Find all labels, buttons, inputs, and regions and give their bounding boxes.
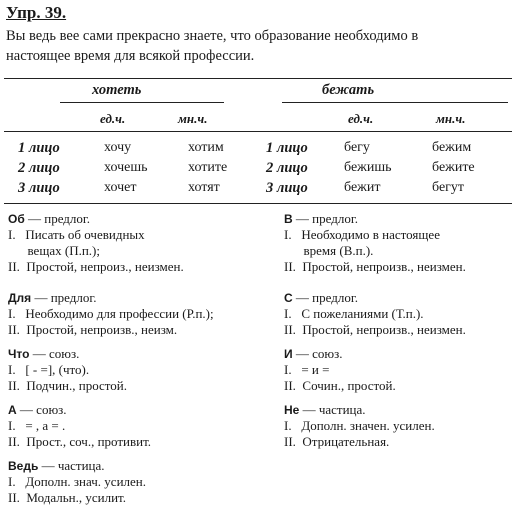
- analysis-v: [284, 211, 466, 275]
- analysis-line: II. Модальн., усилит.: [8, 490, 127, 505]
- analysis-ved: [8, 458, 146, 506]
- verb-form: хочешь: [104, 160, 148, 175]
- analysis-heading: С — предлог.: [284, 290, 358, 305]
- analysis-line: II. Сочин., простой.: [284, 378, 396, 393]
- verb-form: бегу: [344, 140, 370, 155]
- analysis-line: I. = , а = .: [8, 418, 66, 433]
- analysis-heading: И — союз.: [284, 346, 343, 361]
- verb-form: хотим: [188, 140, 224, 155]
- analysis-line: II. Прост., соч., противит.: [8, 434, 152, 449]
- analysis-ob: [8, 211, 184, 275]
- verb-form: бежите: [432, 160, 475, 175]
- exercise-title: Упр. 39.: [6, 3, 67, 22]
- verb-1-rule: [60, 102, 224, 103]
- analysis-line: I. Дополн. знач. усилен.: [8, 474, 146, 489]
- analysis-line: время (В.п.).: [284, 243, 374, 258]
- analysis-line: I. Необходимо в настоящее: [284, 227, 440, 242]
- table-bottom-rule: [4, 203, 512, 204]
- verb-form: хочу: [104, 140, 132, 155]
- analysis-line: II. Подчин., простой.: [8, 378, 128, 393]
- analysis-heading: Для — предлог.: [8, 290, 97, 305]
- analysis-heading: А — союз.: [8, 402, 67, 417]
- analysis-i: [284, 346, 396, 394]
- verb-form: бежит: [344, 180, 381, 195]
- analysis-heading: Не — частица.: [284, 402, 366, 417]
- table-header-rule: [4, 131, 512, 132]
- analysis-a: [8, 402, 151, 450]
- analysis-heading: В — предлог.: [284, 211, 358, 226]
- analysis-line: II. Отрицательная.: [284, 434, 390, 449]
- person-label: 3 лицо: [18, 180, 60, 196]
- sg-header-1: ед.ч.: [100, 111, 126, 126]
- verb-header-1: хотеть: [92, 82, 142, 98]
- sentence-line-2: настоящее время для всякой профессии.: [6, 48, 255, 64]
- analysis-heading: Об — предлог.: [8, 211, 91, 226]
- analysis-ne: [284, 402, 435, 450]
- verb-form: хотят: [188, 180, 220, 195]
- analysis-line: I. С пожеланиями (Т.п.).: [284, 306, 424, 321]
- analysis-line: II. Простой, непроизв., неизмен.: [284, 322, 466, 337]
- analysis-line: II. Простой, непроизв., неизм.: [8, 322, 178, 337]
- sg-header-2: ед.ч.: [348, 111, 374, 126]
- analysis-chto: [8, 346, 127, 394]
- pl-header-2: мн.ч.: [436, 111, 466, 126]
- analysis-dlya: [8, 290, 214, 338]
- sentence-line-1: Вы ведь вее сами прекрасно знаете, что образование необходимо в: [6, 28, 419, 44]
- verb-2-rule: [282, 102, 508, 103]
- analysis-heading: Ведь — частица.: [8, 458, 105, 473]
- verb-header-2: бежать: [322, 82, 375, 98]
- analysis-line: II. Простой, непроизв., неизмен.: [284, 259, 466, 274]
- verb-form: хотите: [188, 160, 228, 175]
- table-top-rule: [4, 78, 512, 79]
- analysis-heading: Что — союз.: [8, 346, 80, 361]
- person-label: 1 лицо: [266, 140, 308, 156]
- analysis-s: [284, 290, 466, 338]
- person-label: 2 лицо: [266, 160, 308, 176]
- analysis-line: I. Писать об очевидных: [8, 227, 145, 242]
- analysis-line: II. Простой, непроиз., неизмен.: [8, 259, 184, 274]
- analysis-line: I. [ - =], (что).: [8, 362, 90, 377]
- verb-form: бежишь: [344, 160, 392, 175]
- person-label: 2 лицо: [18, 160, 60, 176]
- analysis-line: вещах (П.п.);: [8, 243, 100, 258]
- verb-form: хочет: [104, 180, 137, 195]
- pl-header-1: мн.ч.: [178, 111, 208, 126]
- analysis-line: I. Необходимо для профессии (Р.п.);: [8, 306, 214, 321]
- analysis-line: I. = и =: [284, 362, 330, 377]
- person-label: 1 лицо: [18, 140, 60, 156]
- person-label: 3 лицо: [266, 180, 308, 196]
- verb-form: бегут: [432, 180, 465, 195]
- analysis-line: I. Дополн. значен. усилен.: [284, 418, 435, 433]
- verb-form: бежим: [432, 140, 472, 155]
